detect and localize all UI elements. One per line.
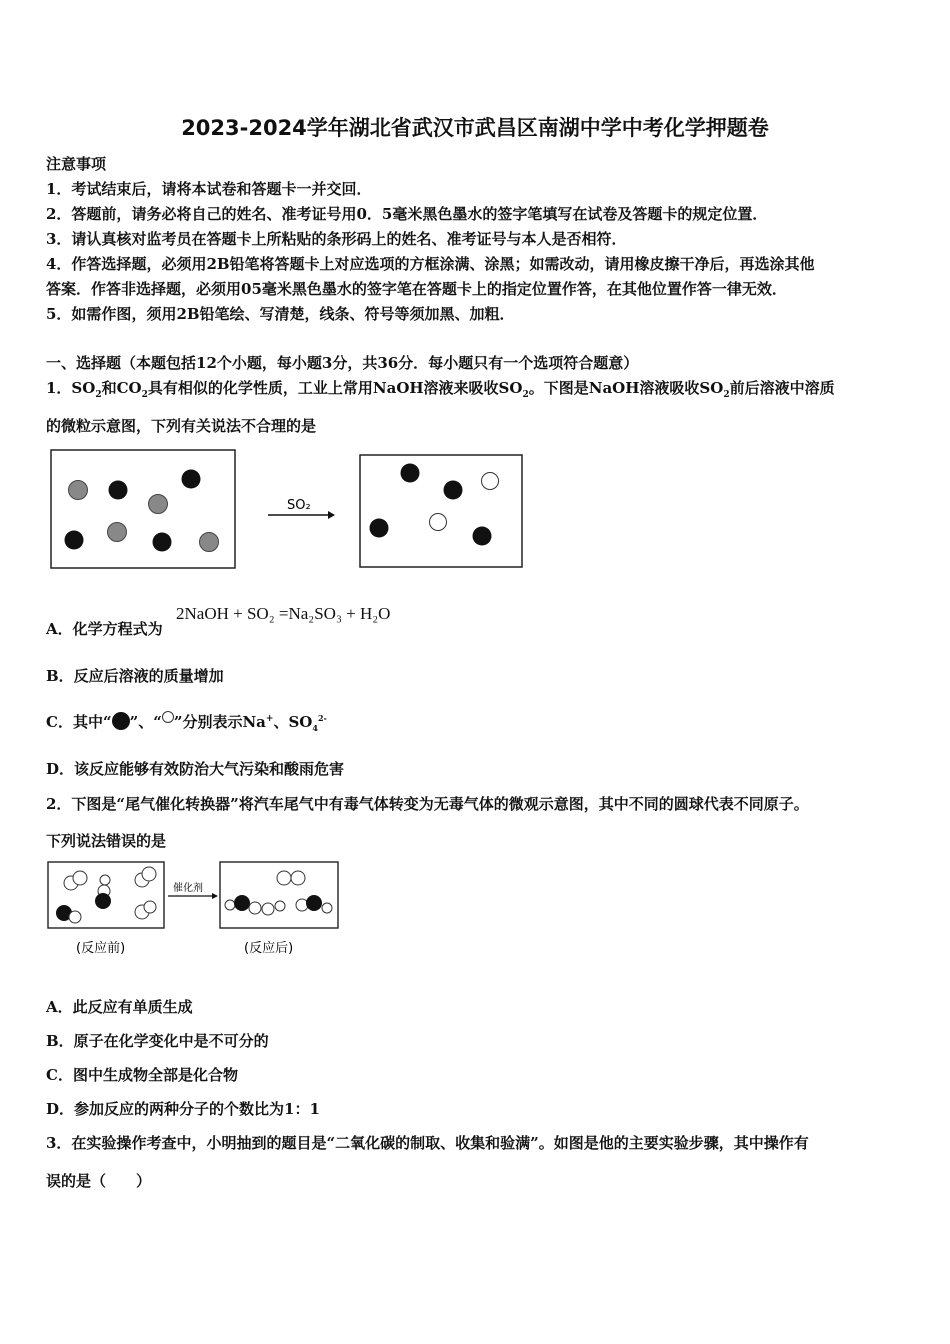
after-label: (反应后) (244, 941, 294, 956)
notice-heading: 注意事项 (46, 155, 107, 173)
q3-stem-line1: 3．在实验操作考查中，小明抽到的题目是“二氧化碳的制取、收集和验满”。如图是他的主要实验步骤，其中操作有 (46, 1134, 809, 1152)
notice-item-4: 4．作答选择题，必须用2B铅笔将答题卡上对应选项的方框涂满、涂黑；如需改动，请用橡皮擦干净后，再选涂其他 (46, 255, 815, 273)
co2-o-atom (225, 900, 235, 910)
notice-item-5: 5．如需作图，须用2B铅笔绘、写清楚，线条、符号等须加黑、加粗． (46, 305, 515, 323)
atom-white (262, 903, 274, 915)
after-box (220, 862, 338, 928)
co2-c-atom (234, 895, 250, 911)
before-label: (反应前) (76, 941, 126, 956)
na-particle-black (109, 481, 128, 500)
n2-molecule (291, 871, 305, 885)
atom-black (95, 893, 111, 909)
co-molecule-white (69, 911, 81, 923)
after-box (360, 455, 522, 567)
white-dot-icon (162, 711, 174, 723)
q1-option-a: A．化学方程式为 (46, 620, 163, 638)
o2-molecule (144, 901, 156, 913)
co2-o-atom (249, 902, 261, 914)
so2-particle-gray (108, 523, 127, 542)
notice-item-3: 3．请认真核对监考员在答题卡上所粘贴的条形码上的姓名、准考证号与本人是否相符． (46, 230, 627, 248)
na-particle-black (473, 527, 492, 546)
so2-particle-gray (200, 533, 219, 552)
q1-particle-diagram (48, 448, 528, 572)
co2-c-atom (306, 895, 322, 911)
q1-option-b: B．反应后溶液的质量增加 (46, 667, 224, 685)
q1-stem-line2: 的微粒示意图，下列有关说法不合理的是 (46, 417, 317, 435)
arrow-label-catalyst: 催化剂 (173, 883, 203, 894)
q1-option-d: D．该反应能够有效防治大气污染和酸雨危害 (46, 760, 345, 778)
q2-option-a: A．此反应有单质生成 (46, 998, 193, 1016)
section-heading: 一、选择题（本题包括12个小题，每小题3分，共36分．每小题只有一个选项符合题意） (46, 354, 639, 372)
q2-option-d: D．参加反应的两种分子的个数比为1：1 (46, 1100, 320, 1118)
sulfite-particle-white (482, 473, 499, 490)
q2-molecule-diagram (46, 858, 346, 960)
q2-option-b: B．原子在化学变化中是不可分的 (46, 1032, 269, 1050)
na-particle-black (370, 519, 389, 538)
na-particle-black (153, 533, 172, 552)
na-particle-black (65, 531, 84, 550)
arrow-head (328, 511, 335, 519)
notice-item-1: 1．考试结束后，请将本试卷和答题卡一并交回． (46, 180, 372, 198)
atom-white (296, 899, 308, 911)
o2-molecule (142, 867, 156, 881)
black-dot-icon (112, 712, 130, 730)
q2-stem-line2: 下列说法错误的是 (46, 832, 167, 850)
n2-molecule (277, 871, 291, 885)
page-title: 2023-2024学年湖北省武汉市武昌区南湖中学中考化学押题卷 (181, 116, 769, 140)
sulfite-particle-white (430, 514, 447, 531)
na-particle-black (182, 470, 201, 489)
q3-stem-line2: 误的是（ ） (46, 1172, 152, 1190)
na-particle-black (444, 481, 463, 500)
atom-white (275, 901, 285, 911)
arrow-head (212, 893, 218, 899)
notice-item-4-cont: 答案．作答非选择题，必须用05毫米黑色墨水的签字笔在答题卡上的指定位置作答，在其他位置作答一律无效． (46, 280, 787, 298)
na-particle-black (401, 464, 420, 483)
q1-equation: 2NaOH + SO₂ =Na₂SO₃ + H₂O (176, 604, 391, 623)
q1-stem-line1: 1．$SO_2$和$CO_2$具有相似的化学性质，工业上常用NaOH溶液来吸收$SO_2$。下图是NaOH溶液吸收$SO_2$前后溶液中溶质 (46, 379, 835, 400)
notice-item-2: 2．答题前，请务必将自己的姓名、准考证号用0．5毫米黑色墨水的签字笔填写在试卷及答题卡的规定位置． (46, 205, 768, 223)
q2-stem-line1: 2．下图是“尾气催化转换器”将汽车尾气中有毒气体转变为无毒气体的微观示意图，其中不同的圆球代表不同原子。 (46, 795, 809, 813)
atom-white (100, 875, 110, 885)
arrow-label-so2: SO₂ (287, 498, 311, 513)
so2-particle-gray (149, 495, 168, 514)
co2-o-atom (322, 903, 332, 913)
q1-option-c: C．其中“ ”、“ ”分别表示Na+、$SO_4^{2-}$ (46, 713, 327, 733)
q2-option-c: C．图中生成物全部是化合物 (46, 1066, 238, 1084)
o2-molecule (73, 871, 87, 885)
so2-particle-gray (69, 481, 88, 500)
